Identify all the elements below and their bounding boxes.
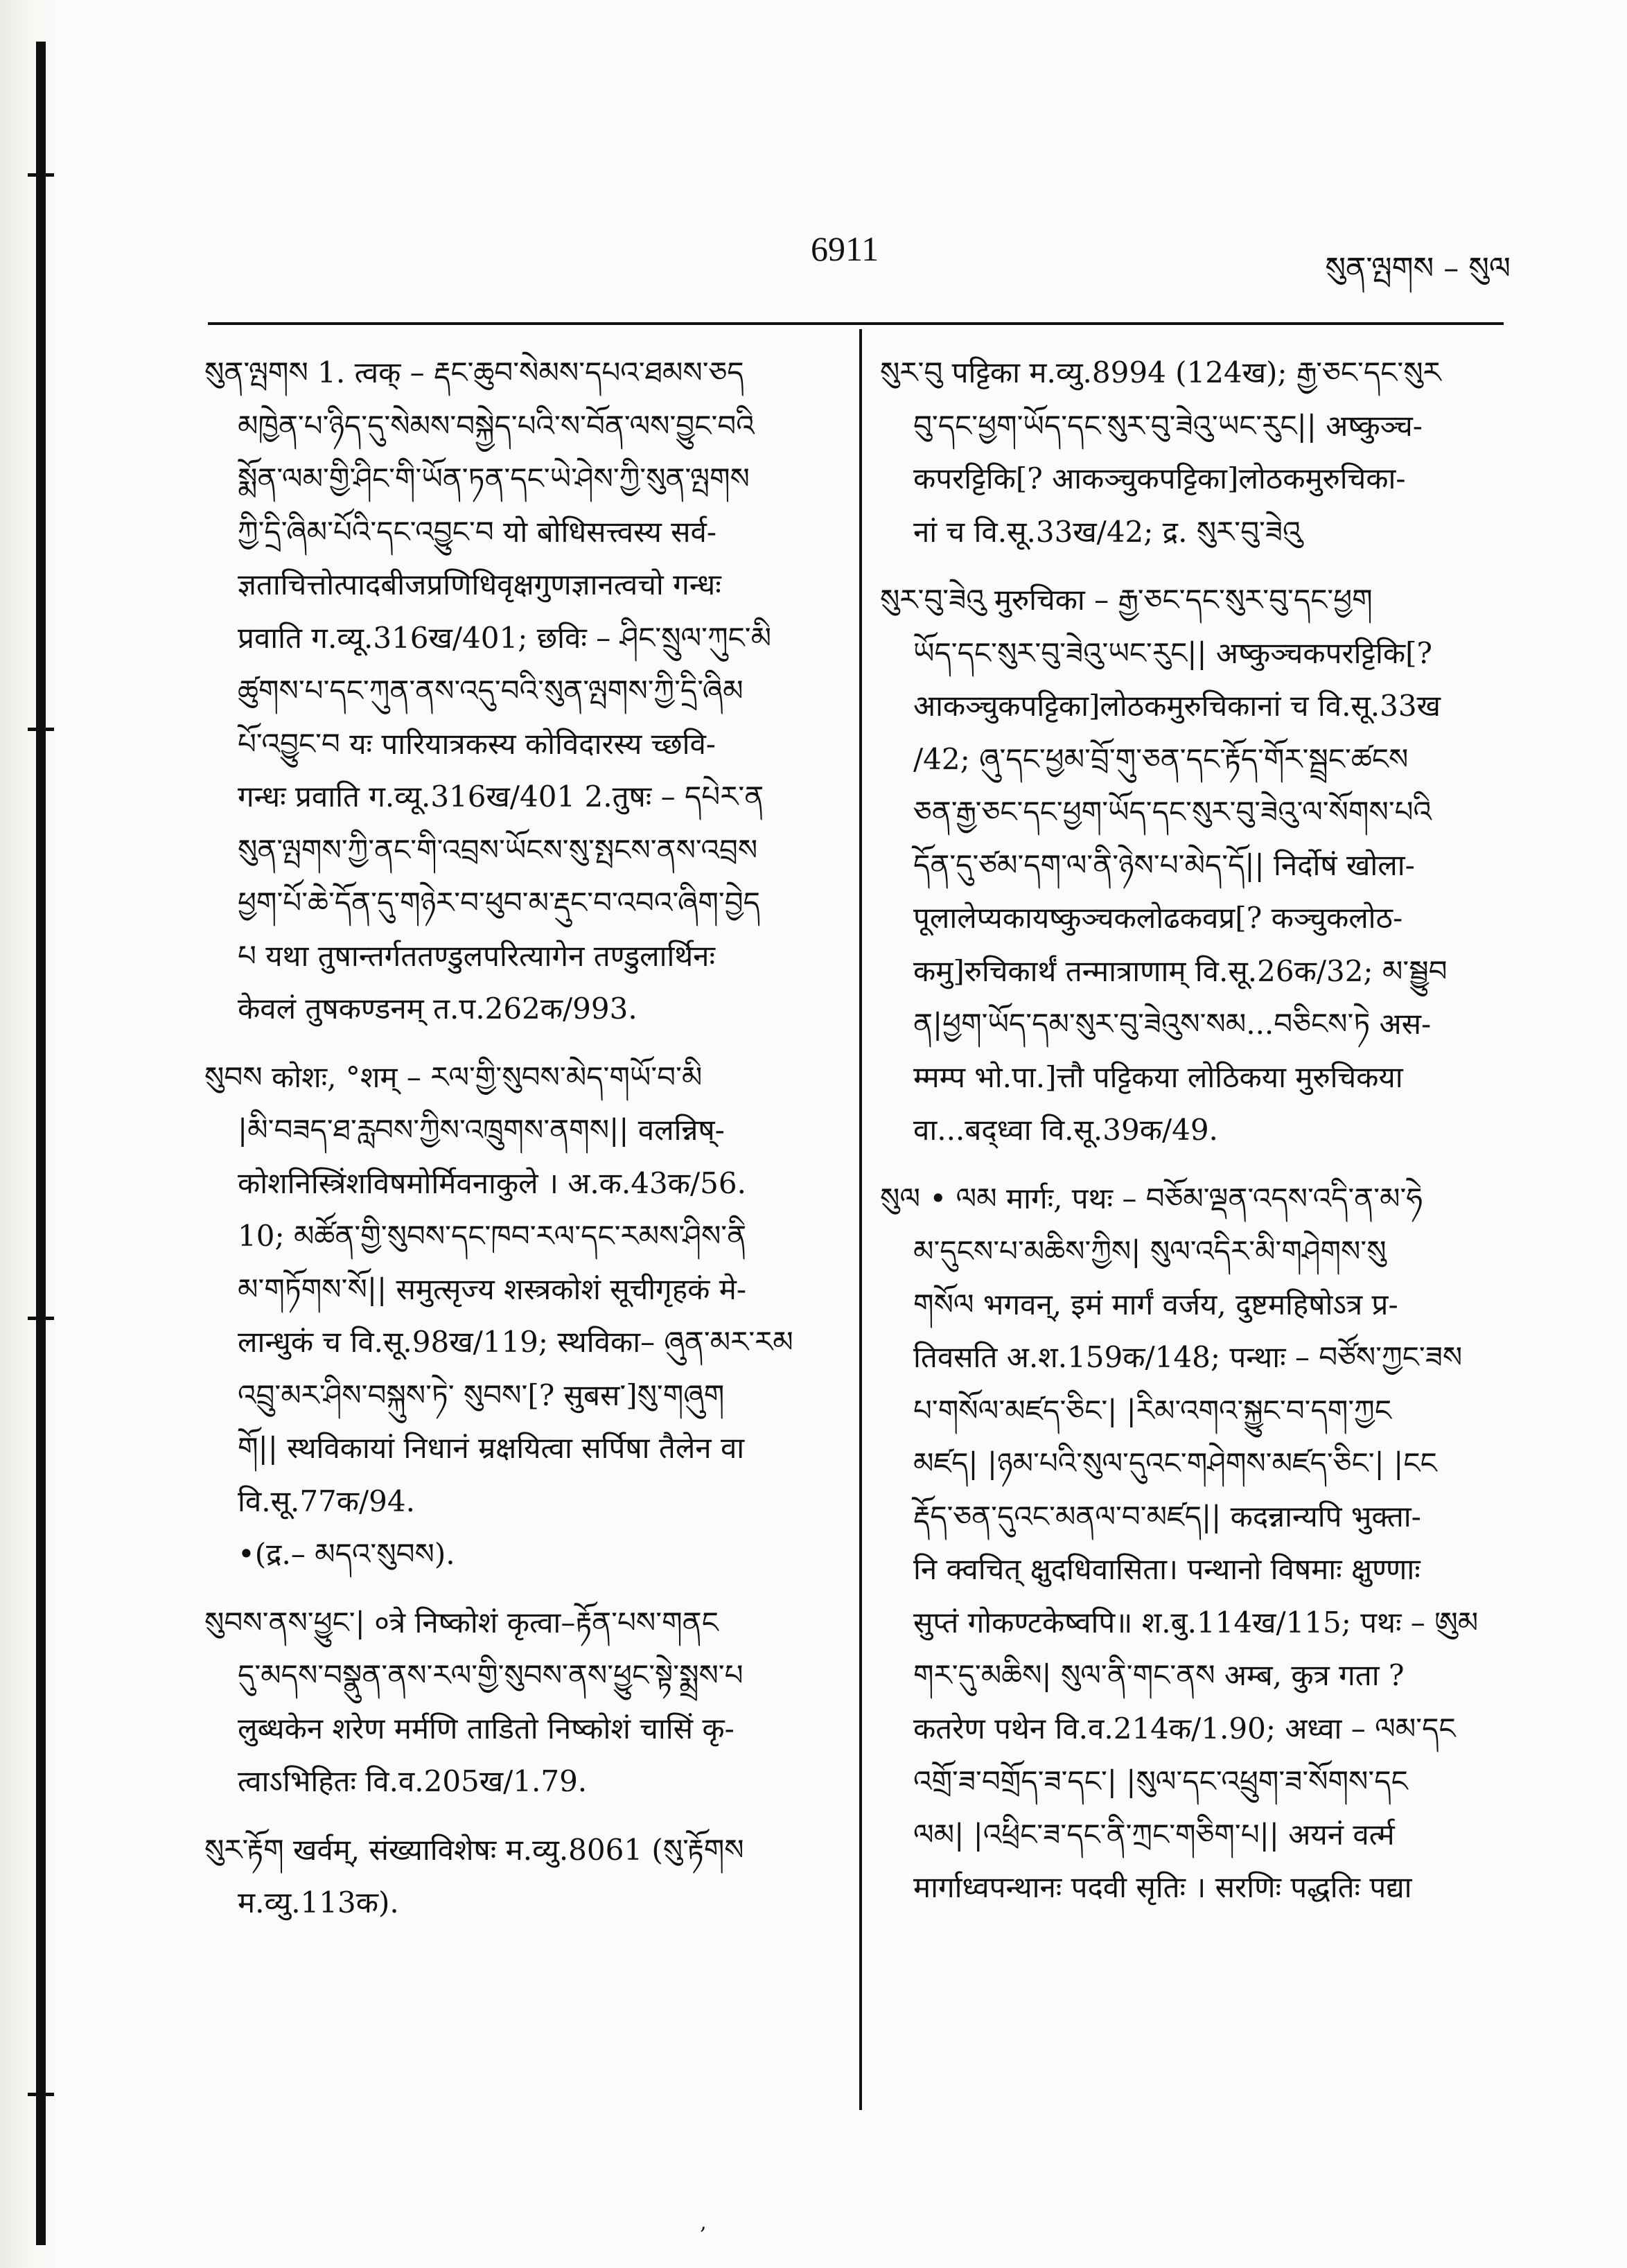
- entry-line: གོ|| स्थविकायां निधानं म्रक्षयित्वा सर्पिषा तैलेन वा: [238, 1431, 745, 1465]
- right-column: [880, 346, 1507, 1930]
- entry-line: लुब्धकेन शरेण मर्मणि ताडितो निष्कोशं चासिं कृ-: [238, 1711, 735, 1746]
- entry-line: म.व्यु.113क).: [238, 1885, 399, 1919]
- entry-line: आकञ्चुकपट्टिका]लोठकमुरुचिकानां च वि.सू.33ख: [913, 689, 1441, 723]
- entry-line: པ यथा तुषान्तर्गततण्डुलपरित्यागेन तण्डुलार्थिनः: [238, 938, 715, 973]
- entry-line: ज्ञताचित्तोत्पादबीजप्रणिधिवृक्षगुणज्ञानत्वचो गन्धः: [238, 568, 721, 601]
- entry-line: तिवसति अ.श.159क/148; पन्थाः – བཙོས་ཀྱང་ཟས: [913, 1340, 1463, 1374]
- entry-sul: [880, 1172, 1507, 1915]
- entry-line: कपरट्टिकि[? आकञ्चुकपट्टिका]लोठकमुरुचिका-: [913, 461, 1406, 495]
- entry-line: སུལ • ལམ मार्गः, पथः – བཅོམ་ལྡན་འདས་འདི་ན་མ་ཧེ: [880, 1181, 1423, 1215]
- entry-line: དུ་མདས་བསྣུན་ནས་རལ་གྱི་སུབས་ནས་ཕྱུང་སྟེ་སྨྲས་པ: [238, 1658, 744, 1692]
- entry-line: 10; མཚོན་གྱི་སུབས་དང་ཁབ་རལ་དང་རམས་ཤིས་ནི: [238, 1219, 747, 1253]
- entry-line: བུ་དང་ཕྱག་ཡོད་དང་སུར་བུ་ཟེའུ་ཡང་རུང|| अष्कुञ्च-: [913, 408, 1423, 443]
- entry-line: སྨོན་ལམ་གྱི་ཤིང་གི་ཡོན་ཏན་དང་ཡེ་ཤེས་ཀྱི་སུན་ལྤགས: [238, 461, 750, 495]
- entry-line: /42; ཞུ་དང་ཕྱམ་བྲོ་གུ་ཅན་དང་རྟོད་གོར་སྦྲང་ཚངས: [913, 741, 1409, 776]
- entry-line: པ་གསོལ་མཛད་ཅིང་| |རིམ་འགའ་སྐྱུང་བ་དག་ཀྱང: [913, 1393, 1391, 1427]
- page-header: [208, 229, 1511, 284]
- entry-line: རྡོད་ཅན་དུའང་མནལ་བ་མཛད|| कदन्नान्यपि भुक्ता-: [913, 1499, 1421, 1533]
- entry-line: कतरेण पथेन वि.व.214क/1.90; अध्वा – ལམ་དང: [913, 1711, 1456, 1746]
- entry-line: སུན་ལྤགས་ཀྱི་ནང་གི་འབྲས་ཡོངས་སུ་སྤངས་ནས་འབྲས: [238, 832, 758, 867]
- entry-line: कोशनिस्त्रिंशविषमोर्मिवनाकुले । अ.क.43क/56.: [238, 1166, 746, 1200]
- entry-line: དོན་དུ་ཙམ་དག་ལ་ནི་ཉེས་པ་མེད་དོ|| निर्दोषं खोला-: [913, 847, 1415, 882]
- scan-binding-line: [36, 42, 46, 2245]
- entry-line: ཅན་རྒྱ་ཅང་དང་ཕྱག་ཡོད་དང་སུར་བུ་ཟེའུ་ལ་སོགས་པའི: [913, 795, 1432, 829]
- entry-line: मार्गाध्वपन्थानः पदवी सृतिः । सरणिः पद्धतिः पद्या: [913, 1870, 1412, 1904]
- entry-line: प्रवाति ग.व्यू.316ख/401; छविः – ཤིང་སྲུལ་ཀུང་མི: [238, 620, 772, 655]
- entry-line: गन्धः प्रवाति ग.व्यू.316ख/401 2.तुषः – དཔེར་ན: [238, 780, 764, 814]
- entry-line: ལམ| |འཕྲིང་ཟ་དང་ནི་ཀྲང་གཅིག་པ|| अयनं वर्त्म: [913, 1817, 1395, 1852]
- entry-line: སུར་རྟོག खर्वम्, संख्याविशेषः म.व्यु.8061 (སུ་རྟོགས: [204, 1832, 744, 1867]
- entry-line: नि क्वचित् क्षुदधिवासिता। पन्थानो विषमाः क्षुण्णाः: [913, 1552, 1421, 1586]
- scan-binding-tick: [28, 173, 54, 177]
- entry-line: ན|ཕྱག་ཡོད་དམ་སུར་བུ་ཟེའུས་སམ...བཅིངས་ཏེ अस-: [913, 1007, 1432, 1041]
- entry-line: གསོལ भगवन्, इमं मार्गं वर्जय, दुष्टमहिषोऽत्र प्र-: [913, 1287, 1398, 1321]
- entry-line: ཡོད་དང་སུར་བུ་ཟེའུ་ཡང་རུང|| अष्कुञ्चकपरट्टिकि[?: [913, 635, 1433, 670]
- running-head: སུན་ལྤགས – སུལ: [1325, 251, 1511, 286]
- entry-sun-lpags: [204, 346, 828, 1036]
- entry-line: མཛད| |ཉམ་པའི་སུལ་དུའང་གཤེགས་མཛད་ཅིང་| |ངང: [913, 1446, 1437, 1480]
- scan-binding-tick: [28, 728, 54, 731]
- left-column: [204, 346, 828, 1945]
- entry-line: མཁྱེན་པ་ཉིད་དུ་སེམས་བསྐྱེད་པའི་ས་བོན་ལས་བྱུང་བའི: [238, 408, 755, 443]
- entry-line: पूलालेप्यकायष्कुञ्चकलोढकवप्र[? कञ्चुकलोठ-: [913, 901, 1403, 935]
- entry-line: वि.सू.77क/94.: [238, 1484, 415, 1518]
- scan-binding-tick: [28, 1317, 54, 1320]
- entry-line: म्मम्प भो.पा.]त्तौ पट्टिकया लोठिकया मुरुचिकया: [913, 1060, 1403, 1094]
- entry-line: लान्धुकं च वि.सू.98ख/119; स्थविका– ཞུན་མར་རམ: [238, 1325, 793, 1359]
- entry-line: སུབས་ནས་ཕྱུང་| ०त्रे निष्कोशं कृत्वा–རྟོན་པས་གནང: [204, 1605, 719, 1640]
- scan-binding-edge: [0, 0, 62, 2268]
- entry-line: ཀྱི་དྲི་ཞིམ་པོའི་དང་འབྱུང་བ यो बोधिसत्त्वस्य सर्व-: [238, 514, 717, 549]
- entry-line: वा...बद्ध्वा वि.सू.39क/49.: [913, 1113, 1218, 1147]
- entry-line: ཕྱག་པོ་ཆེ་དོན་དུ་གཉེར་བ་ཕུབ་མ་རྡུང་བ་འབའ་ཞིག་བྱེད: [238, 886, 760, 920]
- entry-line: •(द्र.– མདའ་སུབས).: [238, 1537, 455, 1571]
- entry-line: མ་དུངས་པ་མཆིས་ཀྱིས| སུལ་འདིར་མི་གཤེགས་སུ: [913, 1234, 1387, 1268]
- entry-subs: [204, 1051, 828, 1581]
- entry-line: केवलं तुषकण्डनम् त.प.262क/993.: [238, 992, 637, 1026]
- footer-ink-mark: ‚: [700, 2210, 707, 2235]
- entry-line: नां च वि.सू.33ख/42; द्र. སུར་བུ་ཟེའུ: [913, 514, 1302, 549]
- entry-line: त्वाऽभिहितः वि.व.205ख/1.79.: [238, 1764, 588, 1798]
- entry-line: ཚུགས་པ་དང་ཀུན་ནས་འདུ་བའི་སུན་ལྤགས་ཀྱི་དྲི་ཞིམ: [238, 674, 744, 707]
- entry-line: གར་དུ་མཆིས| སུལ་ནི་གང་ནས अम्ब, कुत्र गता ?: [913, 1658, 1405, 1692]
- entry-line: कमु]रुचिकार्थं तन्मात्राणाम् वि.सू.26क/32; མ་སྦྱུབ: [913, 953, 1448, 988]
- entry-line: འགྲོ་ཟ་བགྲོད་ཟ་དང་| |སུལ་དང་འཕྲུག་ཟ་སོགས་དང: [913, 1764, 1408, 1798]
- entry-line: འབྲུ་མར་ཤིས་བསྐུས་ཏེ་ སུབས་[? सुबस་]སུ་གཞུག: [238, 1378, 725, 1412]
- page-number: 6911: [811, 229, 879, 268]
- scan-binding-tick: [28, 2093, 54, 2096]
- header-rule: [208, 322, 1504, 325]
- entry-line: པོ་འབྱུང་བ यः पारियात्रकस्य कोविदारस्य च्छवि-: [238, 726, 716, 761]
- column-divider: [859, 329, 862, 2110]
- entry-subs-nas-phyung: [204, 1597, 828, 1809]
- entry-line: सुप्तं गोकण्टकेष्वपि॥ श.बु.114ख/115; पथः – ཨུམ: [913, 1605, 1479, 1640]
- entry-line: སུན་ལྤགས 1. त्वक् – རྡང་ཆུབ་སེམས་དཔའ་ཐམས་ཅད: [204, 355, 744, 389]
- entry-sur-rtog: [204, 1824, 828, 1930]
- entry-line: སུར་བུ पट्टिका म.व्यु.8994 (124ख); རྒྱ་ཅང་དང་སུར: [880, 355, 1441, 389]
- entry-line: སུབས कोशः, °शम् – རལ་གྱི་སུབས་མེད་གཡོ་བ་མི: [204, 1060, 703, 1094]
- entry-sur-bu: [880, 346, 1507, 559]
- entry-line: མ་གཏོགས་སོ|| समुत्सृज्य शस्त्रकोशं सूचीगृहकं मे-: [238, 1272, 747, 1306]
- entry-line: སུར་བུ་ཟེའུ मुरुचिका – རྒྱ་ཅང་དང་སུར་བུ་དང་ཕྱག: [880, 583, 1373, 617]
- entry-line: |མི་བཟད་ཐ་རླབས་ཀྱིས་འཁྲུགས་ནགས|| वलन्निष्-: [238, 1113, 725, 1147]
- entry-sur-bu-zeu: [880, 574, 1507, 1157]
